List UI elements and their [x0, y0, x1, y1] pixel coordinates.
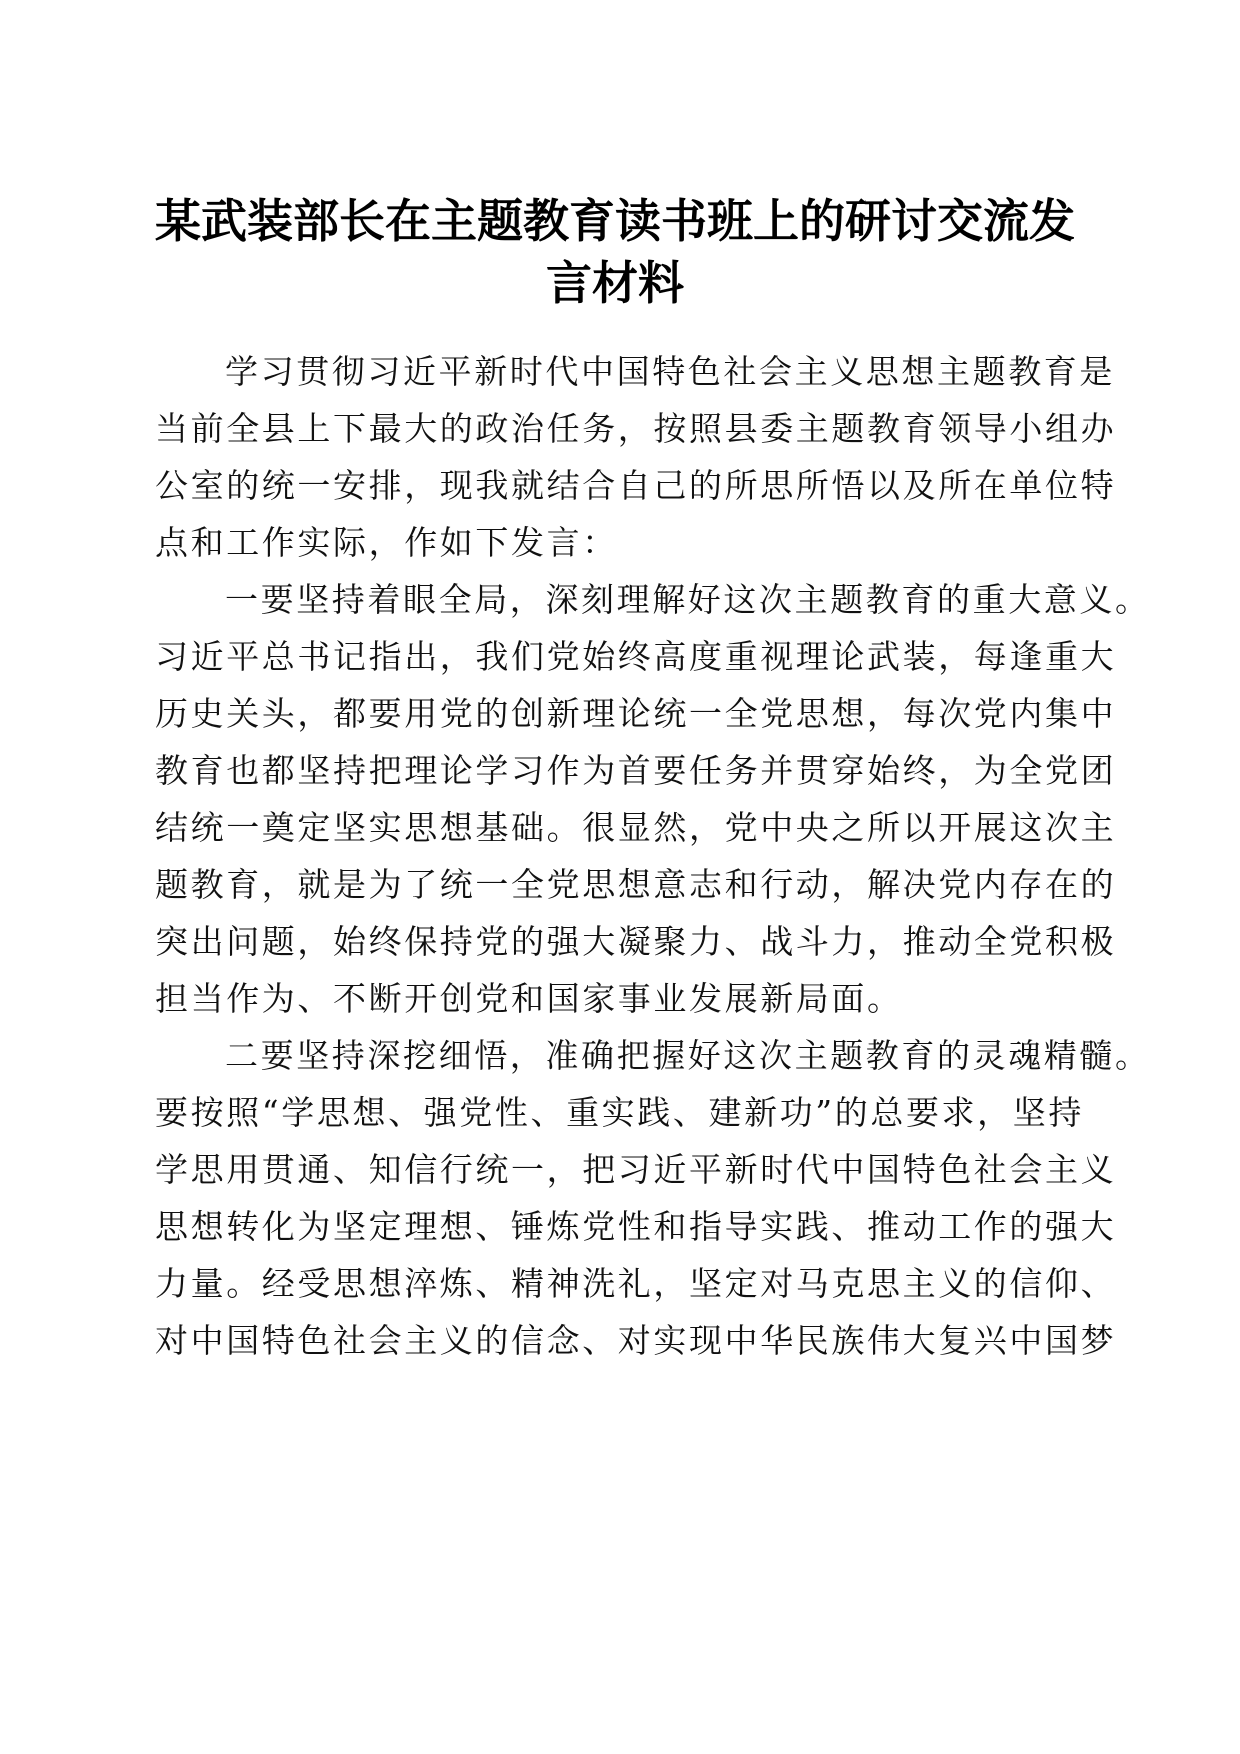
paragraph-2-line-5: 结统一奠定坚实思想基础。很显然，党中央之所以开展这次主 — [155, 808, 1117, 847]
paragraph-3-line-1: 二要坚持深挖细悟，准确把握好这次主题教育的灵魂精髓。 — [225, 1036, 1151, 1075]
paragraph-2-line-3: 历史关头，都要用党的创新理论统一全党思想，每次党内集中 — [155, 694, 1117, 733]
paragraph-2-line-7: 突出问题，始终保持党的强大凝聚力、战斗力，推动全党积极 — [155, 922, 1117, 961]
paragraph-1-line-3: 公室的统一安排，现我就结合自己的所思所悟以及所在单位特 — [155, 466, 1117, 505]
paragraph-2-line-4: 教育也都坚持把理论学习作为首要任务并贯穿始终，为全党团 — [155, 751, 1117, 790]
document-title — [150, 190, 1080, 314]
paragraph-3-line-4: 思想转化为坚定理想、锤炼党性和指导实践、推动工作的强大 — [155, 1207, 1117, 1246]
paragraph-3-line-2: 要按照“学思想、强党性、重实践、建新功”的总要求，坚持 — [155, 1093, 1084, 1132]
paragraph-2-line-6: 题教育，就是为了统一全党思想意志和行动，解决党内存在的 — [155, 865, 1117, 904]
paragraph-1-line-1: 学习贯彻习近平新时代中国特色社会主义思想主题教育是 — [225, 352, 1115, 391]
paragraph-2-line-8: 担当作为、不断开创党和国家事业发展新局面。 — [155, 979, 903, 1018]
paragraph-1-line-4: 点和工作实际，作如下发言： — [155, 523, 618, 562]
paragraph-1-line-2: 当前全县上下最大的政治任务，按照县委主题教育领导小组办 — [155, 409, 1117, 448]
paragraph-3-line-5: 力量。经受思想淬炼、精神洗礼，坚定对马克思主义的信仰、 — [155, 1264, 1117, 1303]
paragraph-3-line-3: 学思用贯通、知信行统一，把习近平新时代中国特色社会主义 — [155, 1150, 1117, 1189]
title-line-2: 言材料 — [546, 256, 684, 310]
paragraph-2-line-1: 一要坚持着眼全局，深刻理解好这次主题教育的重大意义。 — [225, 580, 1151, 619]
title-line-1: 某武装部长在主题教育读书班上的研讨交流发 — [155, 194, 1075, 248]
paragraph-3-line-6: 对中国特色社会主义的信念、对实现中华民族伟大复兴中国梦 — [155, 1321, 1117, 1360]
paragraph-2-line-2: 习近平总书记指出，我们党始终高度重视理论武装，每逢重大 — [155, 637, 1117, 676]
